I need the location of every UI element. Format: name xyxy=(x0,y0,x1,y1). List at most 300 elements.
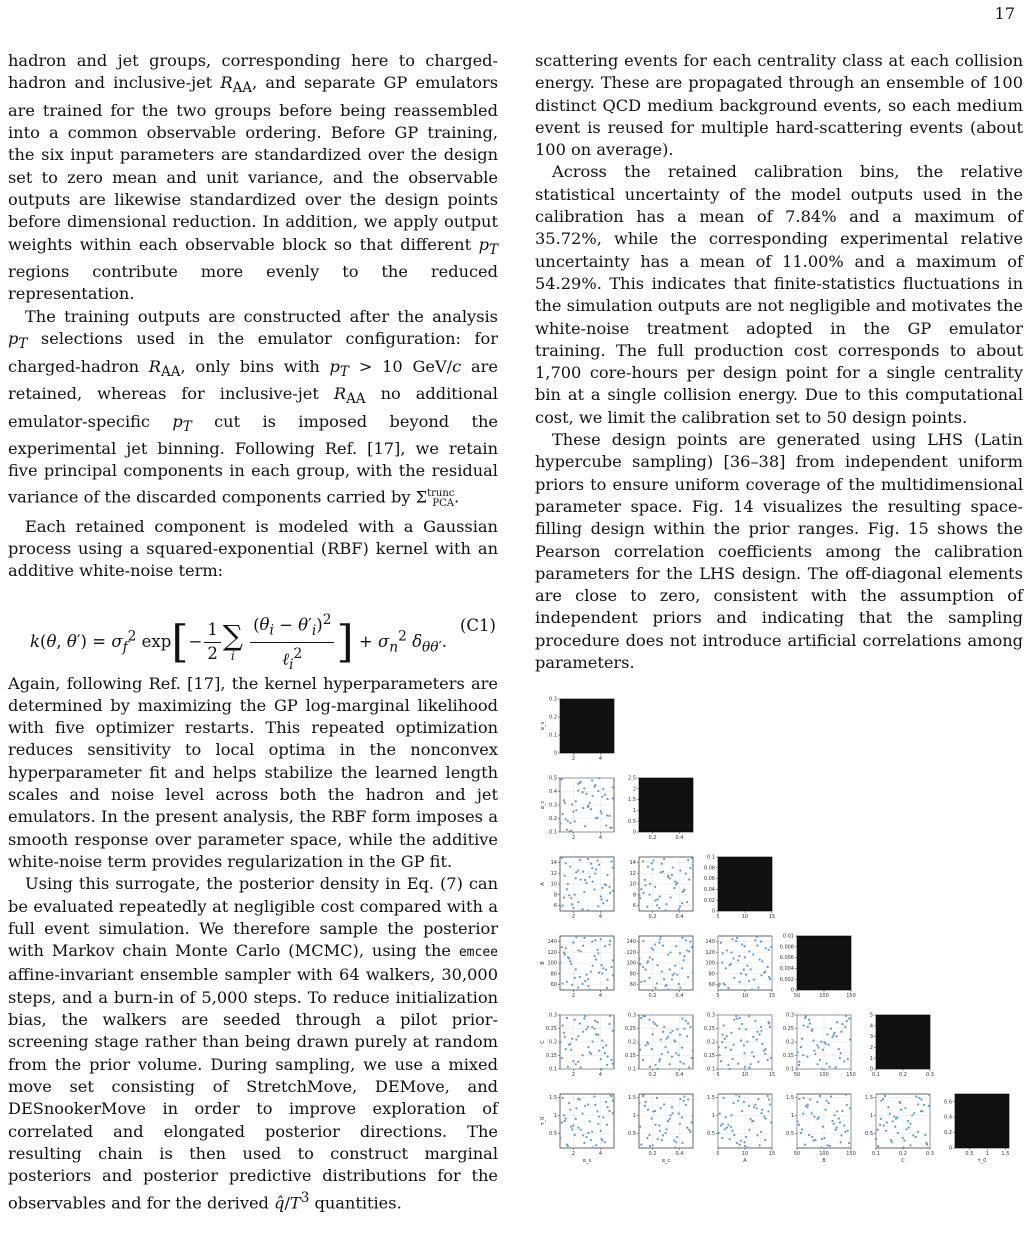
data-point xyxy=(639,963,641,965)
tick-label: 0.2 xyxy=(944,1130,952,1137)
data-point xyxy=(798,1061,800,1063)
data-point xyxy=(848,1017,850,1019)
data-point xyxy=(667,876,669,878)
data-point xyxy=(644,1101,646,1103)
data-point xyxy=(592,1146,594,1148)
diagonal-panel xyxy=(797,936,851,990)
data-point xyxy=(884,1095,886,1097)
data-point xyxy=(917,1103,919,1105)
data-point xyxy=(656,1097,658,1099)
tick-label: 0.5 xyxy=(707,1131,715,1138)
data-point xyxy=(559,906,561,908)
data-point xyxy=(563,799,565,801)
data-point xyxy=(880,1118,882,1120)
data-point xyxy=(730,1114,732,1116)
data-point xyxy=(806,1106,808,1108)
data-point xyxy=(584,1105,586,1107)
data-point xyxy=(902,1146,904,1148)
tick-label: 8 xyxy=(632,892,636,899)
data-point xyxy=(671,1056,673,1058)
data-point xyxy=(730,1049,732,1051)
tick-label: 2.5 xyxy=(628,775,636,782)
data-point xyxy=(688,1066,690,1068)
data-point xyxy=(606,1064,608,1066)
tick-label: 4 xyxy=(598,835,603,841)
data-point xyxy=(900,1109,902,1111)
data-point xyxy=(562,904,564,906)
data-point xyxy=(838,1118,840,1120)
data-point xyxy=(879,1124,881,1126)
tick-label: 0.2 xyxy=(707,1039,715,1046)
data-point xyxy=(574,894,576,896)
data-point xyxy=(760,1026,762,1028)
data-point xyxy=(896,1116,898,1118)
data-point xyxy=(730,951,732,953)
tick-label: 0.004 xyxy=(779,966,794,972)
data-point xyxy=(664,1046,666,1048)
data-point xyxy=(804,1143,806,1145)
data-point xyxy=(570,1049,572,1051)
data-point xyxy=(661,1053,663,1055)
data-point xyxy=(661,863,663,865)
data-point xyxy=(582,1134,584,1136)
data-point xyxy=(649,1145,651,1147)
data-point xyxy=(609,892,611,894)
data-point xyxy=(905,1128,907,1130)
data-point xyxy=(561,778,563,780)
data-point xyxy=(642,892,644,894)
tick-label: 0.1 xyxy=(707,1066,715,1073)
data-point xyxy=(585,882,587,884)
data-point xyxy=(652,868,654,870)
data-point xyxy=(820,1146,822,1148)
data-point xyxy=(733,977,735,979)
data-point xyxy=(596,1110,598,1112)
data-point xyxy=(595,868,597,870)
tick-label: 2 xyxy=(571,914,576,920)
data-point xyxy=(736,1017,738,1019)
data-point xyxy=(675,945,677,947)
data-point xyxy=(571,903,573,905)
data-point xyxy=(581,1054,583,1056)
data-point xyxy=(807,1103,809,1105)
data-point xyxy=(581,791,583,793)
data-point xyxy=(647,866,649,868)
data-point xyxy=(928,1105,930,1107)
data-point xyxy=(808,1134,810,1136)
data-point xyxy=(601,887,603,889)
tick-label: 5 xyxy=(716,1072,720,1078)
data-point xyxy=(583,1017,585,1019)
tick-label: 150 xyxy=(846,1072,856,1078)
data-point xyxy=(570,830,572,832)
data-point xyxy=(835,1035,837,1037)
data-point xyxy=(892,1120,894,1122)
tick-label: 0.4 xyxy=(549,789,557,796)
data-point xyxy=(569,822,571,824)
data-point xyxy=(638,1044,640,1046)
data-point xyxy=(601,796,603,798)
data-point xyxy=(721,952,723,954)
data-point xyxy=(718,1046,720,1048)
data-point xyxy=(652,1144,654,1146)
data-point xyxy=(612,1100,614,1102)
data-point xyxy=(651,1048,653,1050)
x-axis-label: B xyxy=(822,1158,826,1164)
tick-label: 0.2 xyxy=(628,1039,636,1046)
tick-label: 15 xyxy=(768,993,776,999)
data-point xyxy=(679,1061,681,1063)
data-point xyxy=(843,1124,845,1126)
data-point xyxy=(743,1052,745,1054)
data-point xyxy=(657,1068,659,1070)
data-point xyxy=(661,970,663,972)
data-point xyxy=(612,866,614,868)
data-point xyxy=(640,888,642,890)
data-point xyxy=(570,1126,572,1128)
data-point xyxy=(594,872,596,874)
data-point xyxy=(833,1114,835,1116)
data-point xyxy=(750,1118,752,1120)
data-point xyxy=(571,803,573,805)
data-point xyxy=(683,889,685,891)
data-point xyxy=(811,1028,813,1030)
data-point xyxy=(800,1132,802,1134)
data-point xyxy=(656,982,658,984)
data-point xyxy=(587,985,589,987)
data-point xyxy=(679,952,681,954)
data-point xyxy=(840,1031,842,1033)
diagonal-panel xyxy=(639,778,693,832)
data-point xyxy=(848,1142,850,1144)
tick-label: 0.25 xyxy=(782,1026,794,1033)
tick-label: 0.3 xyxy=(786,1012,794,1019)
data-point xyxy=(760,941,762,943)
tick-label: 0.4 xyxy=(675,835,684,841)
data-point xyxy=(745,974,747,976)
data-point xyxy=(656,904,658,906)
data-point xyxy=(566,829,568,831)
tick-label: 3 xyxy=(869,1034,873,1041)
data-point xyxy=(559,822,561,824)
data-point xyxy=(562,813,564,815)
data-point xyxy=(674,880,676,882)
data-point xyxy=(761,1043,763,1045)
data-point xyxy=(577,783,579,785)
tick-label: 0.25 xyxy=(703,1026,715,1033)
data-point xyxy=(924,1134,926,1136)
data-point xyxy=(663,858,665,860)
data-point xyxy=(654,943,656,945)
data-point xyxy=(748,1129,750,1131)
tick-label: 4 xyxy=(598,1072,603,1078)
data-point xyxy=(662,870,664,872)
data-point xyxy=(574,1019,576,1021)
data-point xyxy=(665,1038,667,1040)
tick-label: 12 xyxy=(629,870,636,877)
data-point xyxy=(612,1112,614,1114)
data-point xyxy=(826,1062,828,1064)
data-point xyxy=(809,1022,811,1024)
data-point xyxy=(596,1021,598,1023)
data-point xyxy=(665,903,667,905)
data-point xyxy=(746,1041,748,1043)
data-point xyxy=(731,1130,733,1132)
data-point xyxy=(572,1124,574,1126)
data-point xyxy=(663,1103,665,1105)
data-point xyxy=(744,1145,746,1147)
tick-label: 0.4 xyxy=(675,914,684,920)
data-point xyxy=(656,1024,658,1026)
data-point xyxy=(761,1109,763,1111)
data-point xyxy=(729,1068,731,1070)
data-point xyxy=(654,987,656,989)
data-point xyxy=(839,1121,841,1123)
data-point xyxy=(833,1032,835,1034)
data-point xyxy=(720,942,722,944)
data-point xyxy=(825,1109,827,1111)
data-point xyxy=(662,1134,664,1136)
data-point xyxy=(719,983,721,985)
data-point xyxy=(726,1035,728,1037)
tick-label: 0 xyxy=(790,987,794,994)
data-point xyxy=(644,884,646,886)
data-point xyxy=(756,1134,758,1136)
data-point xyxy=(689,867,691,869)
data-point xyxy=(638,894,640,896)
tick-label: 1 xyxy=(632,1113,636,1120)
data-point xyxy=(748,1015,750,1017)
data-point xyxy=(597,952,599,954)
diagonal-panel xyxy=(955,1094,1009,1148)
data-point xyxy=(562,1024,564,1026)
data-point xyxy=(638,1102,640,1104)
data-point xyxy=(597,905,599,907)
data-point xyxy=(563,1114,565,1116)
data-point xyxy=(649,1066,651,1068)
data-point xyxy=(800,1046,802,1048)
data-point xyxy=(600,1130,602,1132)
data-point xyxy=(769,978,771,980)
data-point xyxy=(726,949,728,951)
data-point xyxy=(580,878,582,880)
equation-label: (C1) xyxy=(460,615,496,635)
data-point xyxy=(612,1062,614,1064)
data-point xyxy=(831,1036,833,1038)
data-point xyxy=(826,1100,828,1102)
data-point xyxy=(753,1106,755,1108)
data-point xyxy=(721,1137,723,1139)
data-point xyxy=(658,1124,660,1126)
data-point xyxy=(748,1066,750,1068)
data-point xyxy=(600,898,602,900)
tick-label: 100 xyxy=(819,1151,829,1157)
y-axis-label: C xyxy=(540,1040,546,1044)
data-point xyxy=(808,1019,810,1021)
data-point xyxy=(577,1127,579,1129)
data-point xyxy=(683,1028,685,1030)
data-point xyxy=(882,1098,884,1100)
data-point xyxy=(796,1120,798,1122)
data-point xyxy=(673,887,675,889)
data-point xyxy=(657,964,659,966)
data-point xyxy=(679,869,681,871)
data-point xyxy=(598,1050,600,1052)
data-point xyxy=(587,1103,589,1105)
tick-label: 5 xyxy=(869,1012,873,1019)
data-point xyxy=(886,1121,888,1123)
data-point xyxy=(575,1118,577,1120)
data-point xyxy=(683,955,685,957)
data-point xyxy=(798,1098,800,1100)
data-point xyxy=(606,874,608,876)
equation-c1: k(θ, $\theta') = \sigma_f^2$ exp[− $\frac{1}{2}$ ∑ i $\frac{(\theta_i - \theta'_i)^2}{\ell_i^2}$ ] + $\sigma_n^2$ $\delta_{\theta\theta'}$. (C1) xyxy=(8,589,498,667)
data-point xyxy=(816,1044,818,1046)
tick-label: 0.1 xyxy=(549,1066,557,1073)
data-point xyxy=(833,1034,835,1036)
data-point xyxy=(580,1066,582,1068)
tick-label: 0.15 xyxy=(782,1053,794,1060)
data-point xyxy=(798,1124,800,1126)
x-axis-label: C xyxy=(901,1158,905,1164)
data-point xyxy=(595,1144,597,1146)
data-point xyxy=(602,1116,604,1118)
data-point xyxy=(593,1095,595,1097)
data-point xyxy=(584,980,586,982)
data-point xyxy=(601,972,603,974)
data-point xyxy=(609,1093,611,1095)
tick-label: 0.2 xyxy=(648,914,657,920)
data-point xyxy=(678,1054,680,1056)
data-point xyxy=(568,1102,570,1104)
tick-label: 4 xyxy=(598,756,603,762)
data-point xyxy=(604,1141,606,1143)
tick-label: 80 xyxy=(629,971,636,978)
tick-label: 15 xyxy=(768,1151,776,1157)
data-point xyxy=(654,886,656,888)
data-point xyxy=(591,1131,593,1133)
data-point xyxy=(807,1026,809,1028)
data-point xyxy=(569,866,571,868)
data-point xyxy=(598,864,600,866)
data-point xyxy=(612,890,614,892)
data-point xyxy=(913,1112,915,1114)
data-point xyxy=(743,1101,745,1103)
data-point xyxy=(740,1039,742,1041)
data-point xyxy=(838,1048,840,1050)
data-point xyxy=(595,817,597,819)
data-point xyxy=(659,895,661,897)
data-point xyxy=(743,1141,745,1143)
data-point xyxy=(691,1121,693,1123)
tick-label: 0.4 xyxy=(675,1151,684,1157)
data-point xyxy=(891,1141,893,1143)
data-point xyxy=(748,980,750,982)
data-point xyxy=(600,895,602,897)
data-point xyxy=(685,939,687,941)
data-point xyxy=(743,1044,745,1046)
data-point xyxy=(605,969,607,971)
data-point xyxy=(767,966,769,968)
tick-label: 0.3 xyxy=(707,1012,715,1019)
data-point xyxy=(570,963,572,965)
data-point xyxy=(915,1136,917,1138)
data-point xyxy=(559,961,561,963)
data-point xyxy=(669,1032,671,1034)
tick-label: 0.1 xyxy=(549,829,557,836)
data-point xyxy=(727,1124,729,1126)
data-point xyxy=(875,1138,877,1140)
data-point xyxy=(564,1120,566,1122)
left-paragraph-1: hadron and jet groups, corresponding here to charged-hadron and inclusive-jet $R_{AA}$, and separate GP emulators are trained for the two groups before being reassembled into a common observable ordering. Before GP training, the six input parameters are standardized over the design set to zero mean and unit variance, and the observable outputs are likewise standardized over the design points before dimensional reduction. In addition, we apply output weights within each observable block so that different $p_T$ regions contribute more evenly to the reduced representation. xyxy=(8,51,499,304)
data-point xyxy=(657,898,659,900)
data-point xyxy=(600,938,602,940)
data-point xyxy=(582,807,584,809)
tick-label: 10 xyxy=(741,914,749,920)
data-point xyxy=(648,1134,650,1136)
data-point xyxy=(648,977,650,979)
data-point xyxy=(675,1141,677,1143)
tick-label: 0 xyxy=(869,1066,873,1073)
data-point xyxy=(664,909,666,911)
y-axis-label: α_c xyxy=(540,800,546,810)
data-point xyxy=(577,1061,579,1063)
data-point xyxy=(640,1143,642,1145)
data-point xyxy=(887,1106,889,1108)
data-point xyxy=(605,1101,607,1103)
data-point xyxy=(608,1110,610,1112)
data-point xyxy=(687,976,689,978)
data-point xyxy=(721,1041,723,1043)
x-axis-label: τ_0 xyxy=(977,1158,987,1164)
data-point xyxy=(768,976,770,978)
data-point xyxy=(683,1100,685,1102)
data-point xyxy=(744,1066,746,1068)
data-point xyxy=(681,1142,683,1144)
data-point xyxy=(724,1038,726,1040)
data-point xyxy=(763,1115,765,1117)
data-point xyxy=(756,936,758,938)
data-point xyxy=(907,1120,909,1122)
tick-label: 0.2 xyxy=(786,1039,794,1046)
data-point xyxy=(678,908,680,910)
data-point xyxy=(841,1110,843,1112)
tick-label: 10 xyxy=(741,993,749,999)
data-point xyxy=(598,777,600,779)
data-point xyxy=(585,1136,587,1138)
data-point xyxy=(769,1103,771,1105)
tick-label: 1 xyxy=(985,1151,989,1157)
data-point xyxy=(584,1015,586,1017)
data-point xyxy=(585,974,587,976)
data-point xyxy=(582,1031,584,1033)
tick-label: 1.5 xyxy=(628,1095,636,1102)
data-point xyxy=(756,945,758,947)
data-point xyxy=(612,974,614,976)
data-point xyxy=(719,1113,721,1115)
tick-label: 0 xyxy=(711,908,715,915)
data-point xyxy=(592,965,594,967)
data-point xyxy=(751,1051,753,1053)
data-point xyxy=(770,1057,772,1059)
data-point xyxy=(662,945,664,947)
corner-plot-figure xyxy=(538,693,1028,1237)
data-point xyxy=(571,1128,573,1130)
data-point xyxy=(652,949,654,951)
data-point xyxy=(681,967,683,969)
data-point xyxy=(812,1139,814,1141)
data-point xyxy=(753,1056,755,1058)
